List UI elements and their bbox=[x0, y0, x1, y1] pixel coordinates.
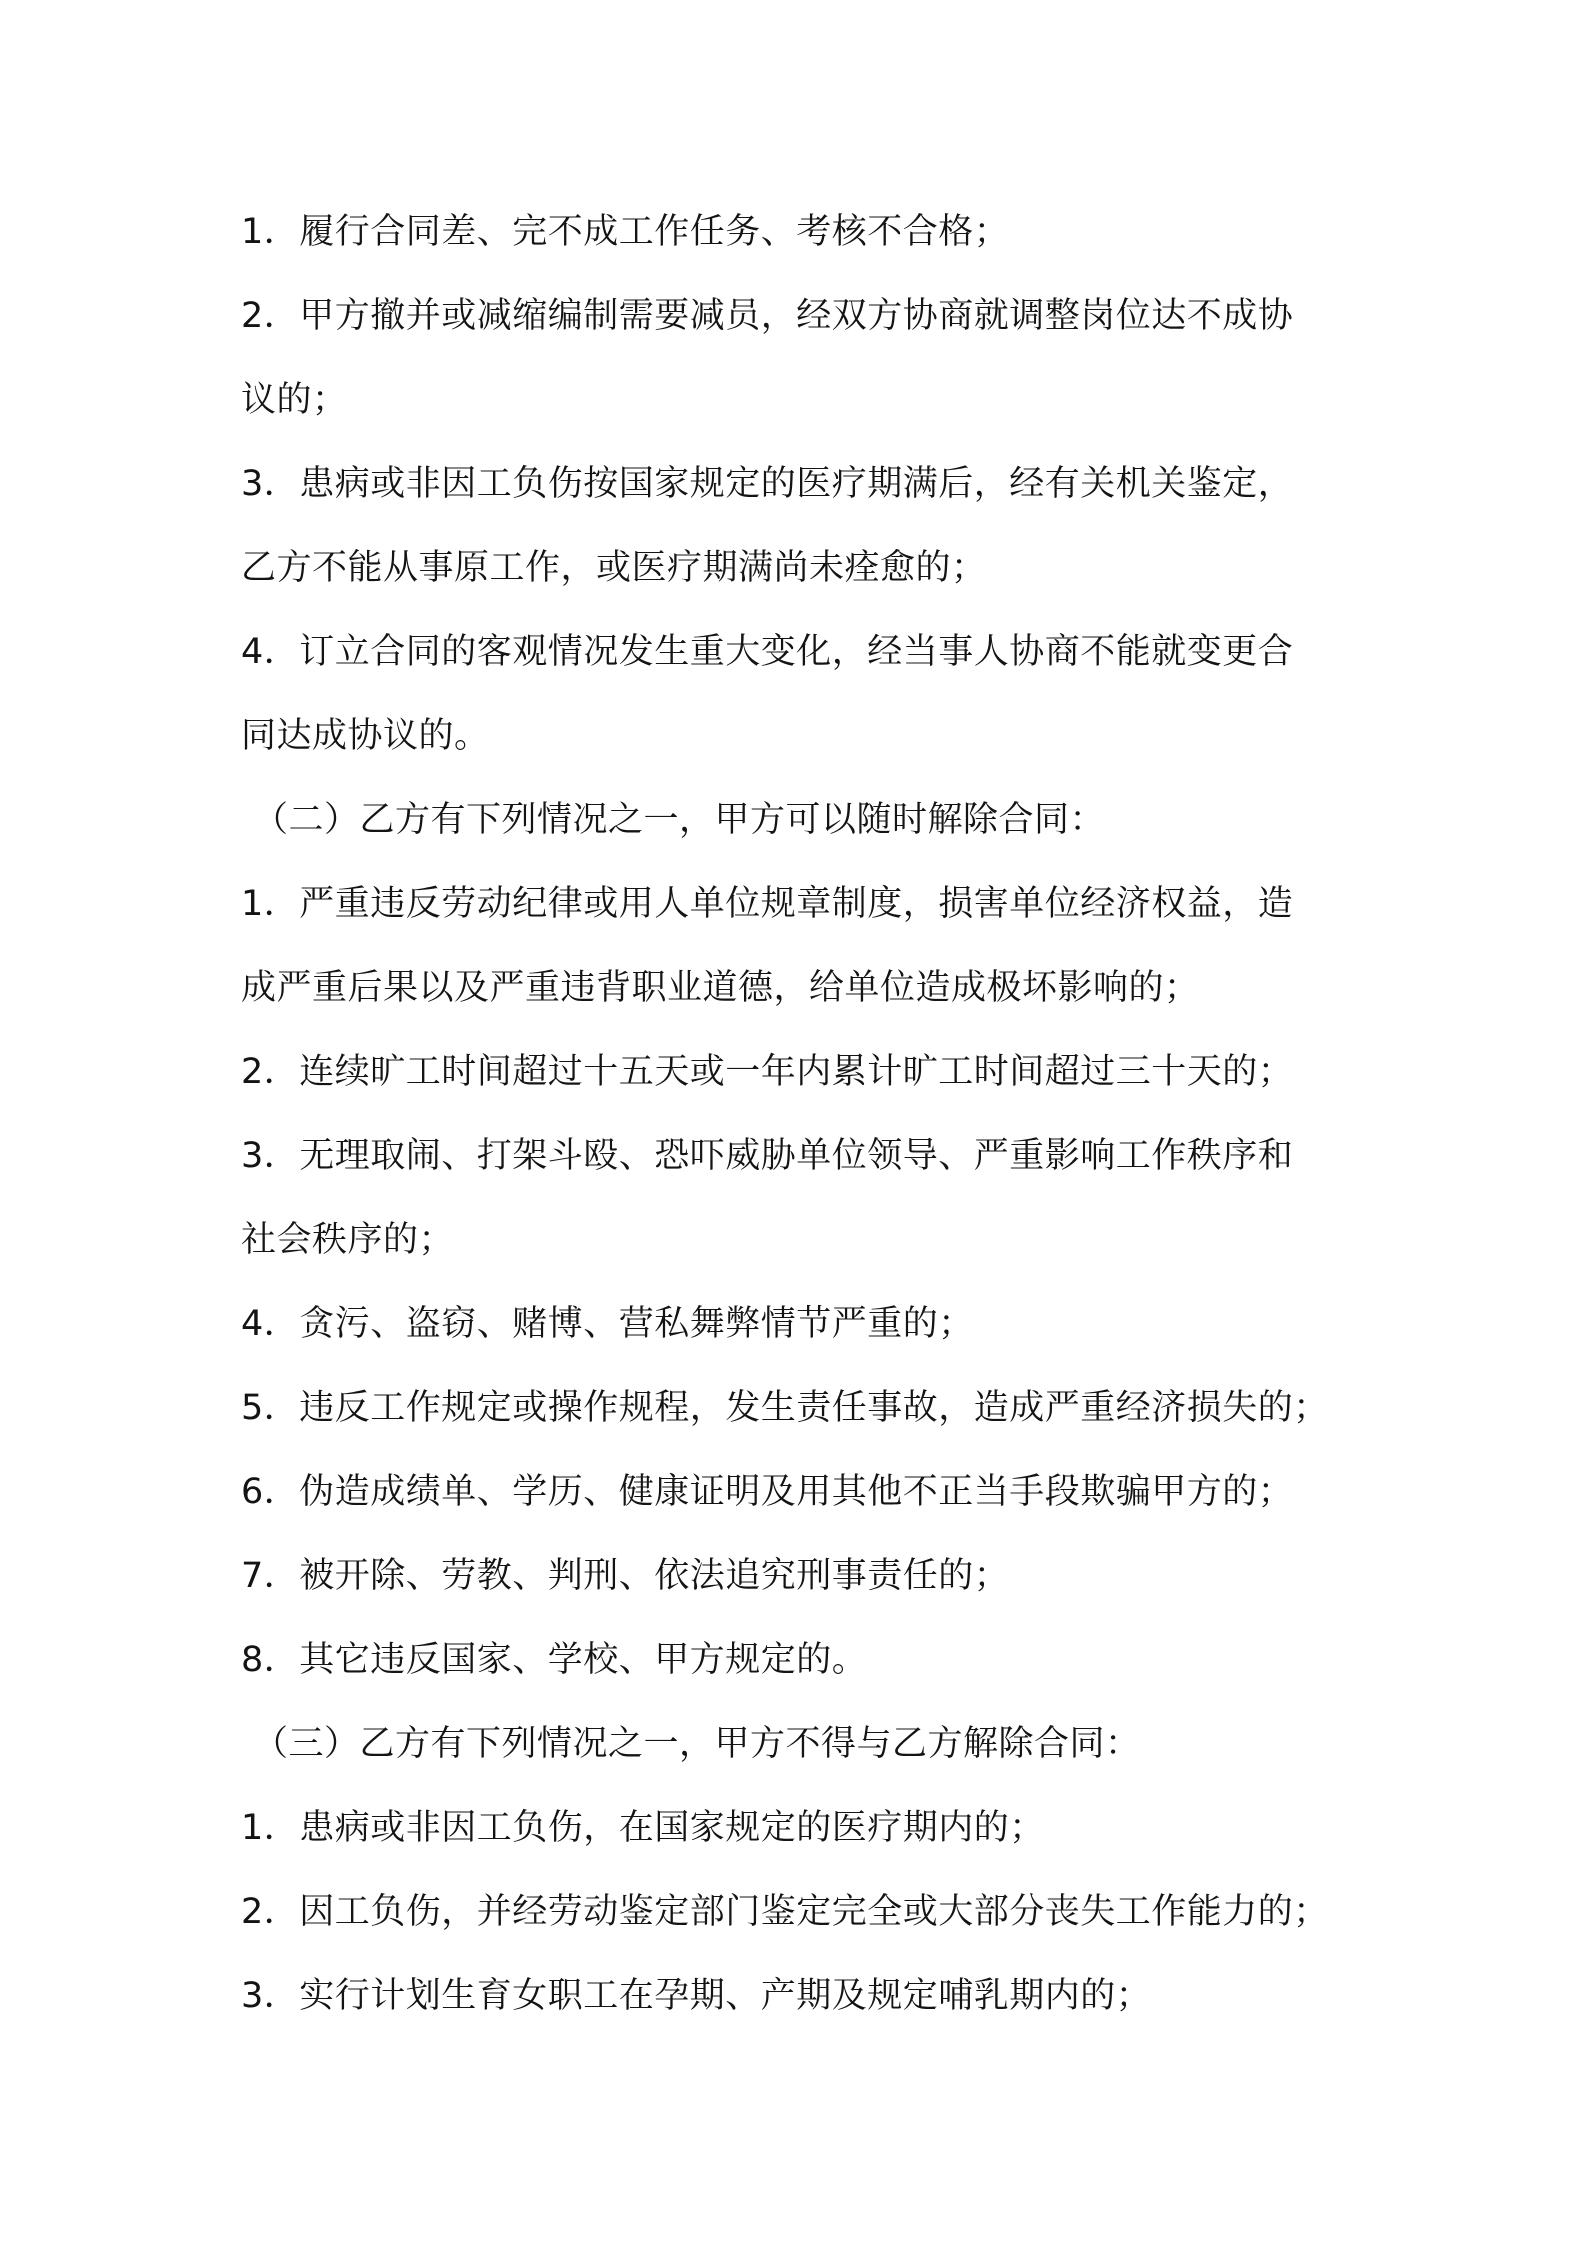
section-heading: （三）乙方有下列情况之一，甲方不得与乙方解除合同： bbox=[253, 1724, 1141, 1764]
list-item-line: 2．甲方撤并或减缩编制需要减员，经双方协商就调整岗位达不成协 bbox=[241, 296, 1294, 336]
list-item-line: 3．无理取闹、打架斗殴、恐吓威胁单位领导、严重影响工作秩序和 bbox=[241, 1136, 1294, 1176]
list-item-line: 8．其它违反国家、学校、甲方规定的。 bbox=[241, 1640, 868, 1680]
list-item-line: 3．实行计划生育女职工在孕期、产期及规定哺乳期内的； bbox=[241, 1976, 1152, 2016]
list-item-line: 5．违反工作规定或操作规程，发生责任事故，造成严重经济损失的； bbox=[241, 1388, 1329, 1428]
list-item-line: 4．订立合同的客观情况发生重大变化，经当事人协商不能就变更合 bbox=[241, 632, 1294, 672]
list-item-line: 2．连续旷工时间超过十五天或一年内累计旷工时间超过三十天的； bbox=[241, 1052, 1294, 1092]
list-item-line: 7．被开除、劳教、判刑、依法追究刑事责任的； bbox=[241, 1556, 1010, 1596]
section-heading: （二）乙方有下列情况之一，甲方可以随时解除合同： bbox=[253, 800, 1106, 840]
list-item-continuation: 乙方不能从事原工作，或医疗期满尚未痊愈的； bbox=[241, 548, 987, 588]
list-item-continuation: 社会秩序的； bbox=[241, 1220, 455, 1260]
document-body bbox=[241, 190, 1381, 2038]
list-item-continuation: 同达成协议的。 bbox=[241, 716, 490, 756]
list-item-line: 1．严重违反劳动纪律或用人单位规章制度，损害单位经济权益，造 bbox=[241, 884, 1294, 924]
list-item-line: 6．伪造成绩单、学历、健康证明及用其他不正当手段欺骗甲方的； bbox=[241, 1472, 1294, 1512]
list-item-line: 2．因工负伤，并经劳动鉴定部门鉴定完全或大部分丧失工作能力的； bbox=[241, 1892, 1329, 1932]
list-item-line: 3．患病或非因工负伤按国家规定的医疗期满后，经有关机关鉴定， bbox=[241, 464, 1294, 504]
list-item-line: 4．贪污、盗窃、赌博、营私舞弊情节严重的； bbox=[241, 1304, 974, 1344]
list-item-continuation: 成严重后果以及严重违背职业道德，给单位造成极坏影响的； bbox=[241, 968, 1200, 1008]
list-item-continuation: 议的； bbox=[241, 380, 348, 420]
list-item-line: 1．履行合同差、完不成工作任务、考核不合格； bbox=[241, 212, 1010, 252]
list-item-line: 1．患病或非因工负伤，在国家规定的医疗期内的； bbox=[241, 1808, 1045, 1848]
